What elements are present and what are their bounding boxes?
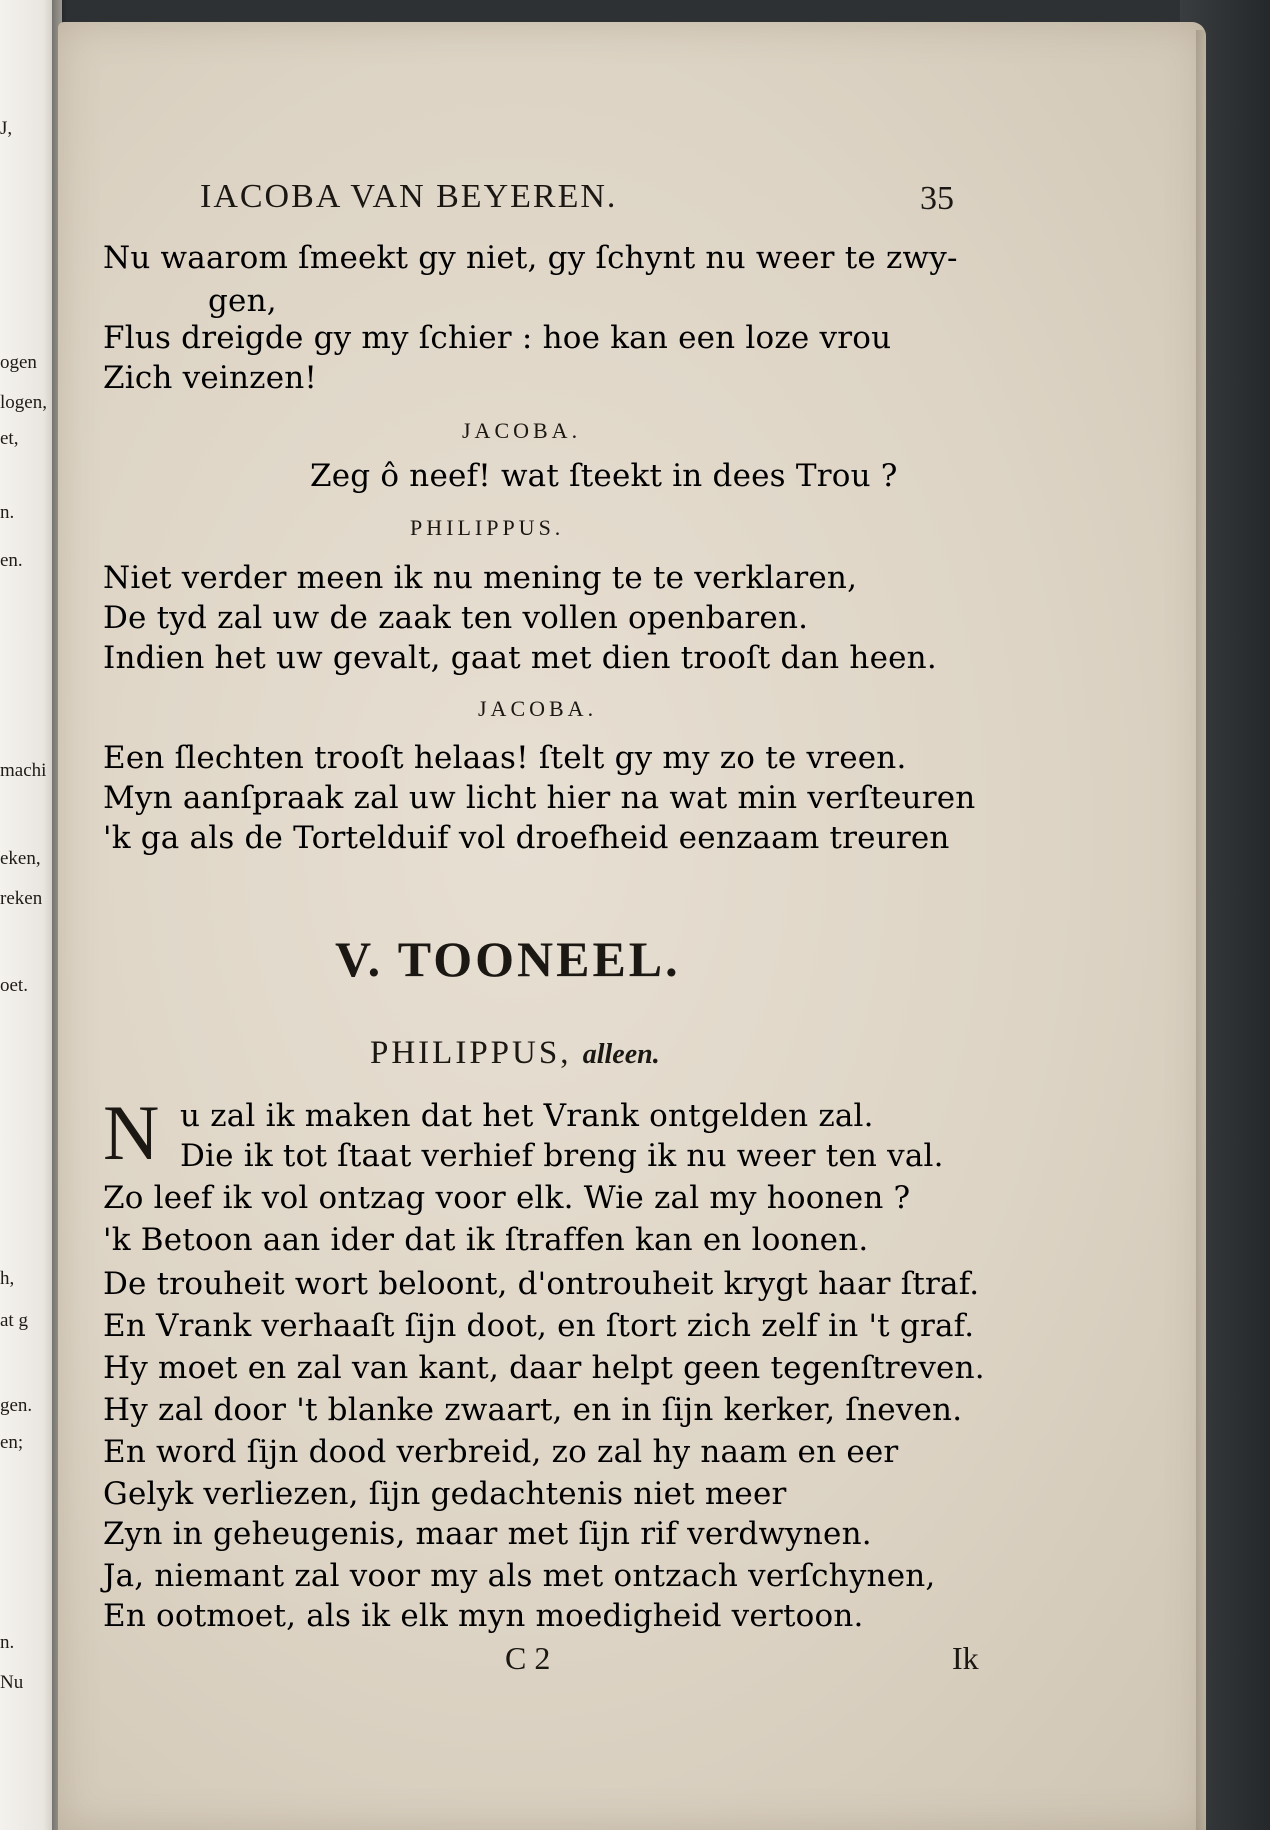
verse-line: En ootmoet, als ik elk myn moedigheid vertoon. bbox=[103, 1598, 864, 1634]
scene-character bbox=[370, 1035, 660, 1072]
drop-cap: N bbox=[103, 1089, 160, 1176]
verse-line: Gelyk verliezen, ſijn gedachtenis niet meer bbox=[103, 1476, 787, 1512]
facing-page-fragment: n. bbox=[0, 502, 15, 523]
facing-page-fragment: en; bbox=[0, 1432, 24, 1453]
facing-page-fragment: reken bbox=[0, 888, 43, 909]
speaker-name: PHILIPPUS. bbox=[410, 515, 565, 540]
facing-page-fragment: J, bbox=[0, 118, 13, 139]
verse-line: Hy moet en zal van kant, daar helpt geen tegenſtreven. bbox=[103, 1350, 985, 1386]
verse-line: De tyd zal uw de zaak ten vollen openbaren. bbox=[103, 600, 809, 636]
verse-line: Zich veinzen! bbox=[103, 360, 318, 396]
verse-line: Ja, niemant zal voor my als met ontzach verſchynen, bbox=[103, 1558, 936, 1594]
verse-line: Zyn in geheugenis, maar met ſijn rif verdwynen. bbox=[103, 1516, 872, 1552]
signature-mark: C 2 bbox=[505, 1640, 551, 1676]
facing-page-fragment: eken, bbox=[0, 848, 41, 869]
verse-line: Nu waarom ſmeekt gy niet, gy ſchynt nu weer te zwy- bbox=[103, 240, 958, 276]
speaker-name: JACOBA. bbox=[462, 418, 582, 443]
facing-page-fragment: et, bbox=[0, 428, 19, 449]
facing-page-fragment: n. bbox=[0, 1632, 15, 1653]
speaker-name: JACOBA. bbox=[478, 696, 598, 721]
verse-line: Zeg ô neef! wat ſteekt in dees Trou ? bbox=[310, 458, 898, 494]
facing-page-fragment: machi bbox=[0, 760, 47, 781]
facing-page-fragment: logen, bbox=[0, 392, 47, 413]
running-title: IACOBA VAN BEYEREN. bbox=[200, 178, 618, 215]
page-number: 35 bbox=[920, 180, 954, 217]
character-name: PHILIPPUS, bbox=[370, 1035, 572, 1071]
page-edge-shadow bbox=[1196, 30, 1210, 1830]
verse-line: Die ik tot ſtaat verhief breng ik nu weer ten val. bbox=[180, 1138, 944, 1174]
verse-line: En Vrank verhaaſt ſijn doot, en ſtort zich zelf in 't graf. bbox=[103, 1308, 975, 1344]
catchword: Ik bbox=[952, 1640, 979, 1676]
facing-page-fragment: ogen bbox=[0, 352, 37, 373]
verse-line: Indien het uw gevalt, gaat met dien trooſt dan heen. bbox=[103, 640, 937, 676]
facing-page-fragment: gen. bbox=[0, 1395, 33, 1416]
verse-line: Myn aanſpraak zal uw licht hier na wat min verſteuren bbox=[103, 780, 976, 816]
verse-line: 'k Betoon aan ider dat ik ſtraffen kan en loonen. bbox=[103, 1222, 869, 1258]
verse-line: Zo leef ik vol ontzag voor elk. Wie zal my hoonen ? bbox=[103, 1180, 911, 1216]
verse-line: gen, bbox=[208, 283, 277, 319]
stage-direction: alleen. bbox=[582, 1039, 660, 1070]
facing-page-fragment: at g bbox=[0, 1310, 28, 1331]
verse-line: Een ſlechten trooſt helaas! ſtelt gy my zo te vreen. bbox=[103, 740, 907, 776]
verse-line: u zal ik maken dat het Vrank ontgelden zal. bbox=[180, 1098, 874, 1134]
verse-line: Flus dreigde gy my ſchier : hoe kan een loze vrou bbox=[103, 320, 892, 356]
verse-line: En word ſijn dood verbreid, zo zal hy naam en eer bbox=[103, 1434, 899, 1470]
facing-page-fragment: Nu bbox=[0, 1672, 24, 1693]
verse-line: De trouheit wort beloont, d'ontrouheit krygt haar ſtraf. bbox=[103, 1266, 980, 1302]
facing-page-fragment: en. bbox=[0, 550, 23, 571]
verse-line: Hy zal door 't blanke zwaart, en in ſijn kerker, ſneven. bbox=[103, 1392, 963, 1428]
verse-line: 'k ga als de Tortelduif vol droefheid eenzaam treuren bbox=[103, 820, 950, 856]
facing-page-fragment: oet. bbox=[0, 975, 28, 996]
scene-title: V. TOONEEL. bbox=[335, 931, 681, 987]
verse-line: Niet verder meen ik nu mening te te verklaren, bbox=[103, 560, 858, 596]
facing-page-fragment: h, bbox=[0, 1268, 15, 1289]
